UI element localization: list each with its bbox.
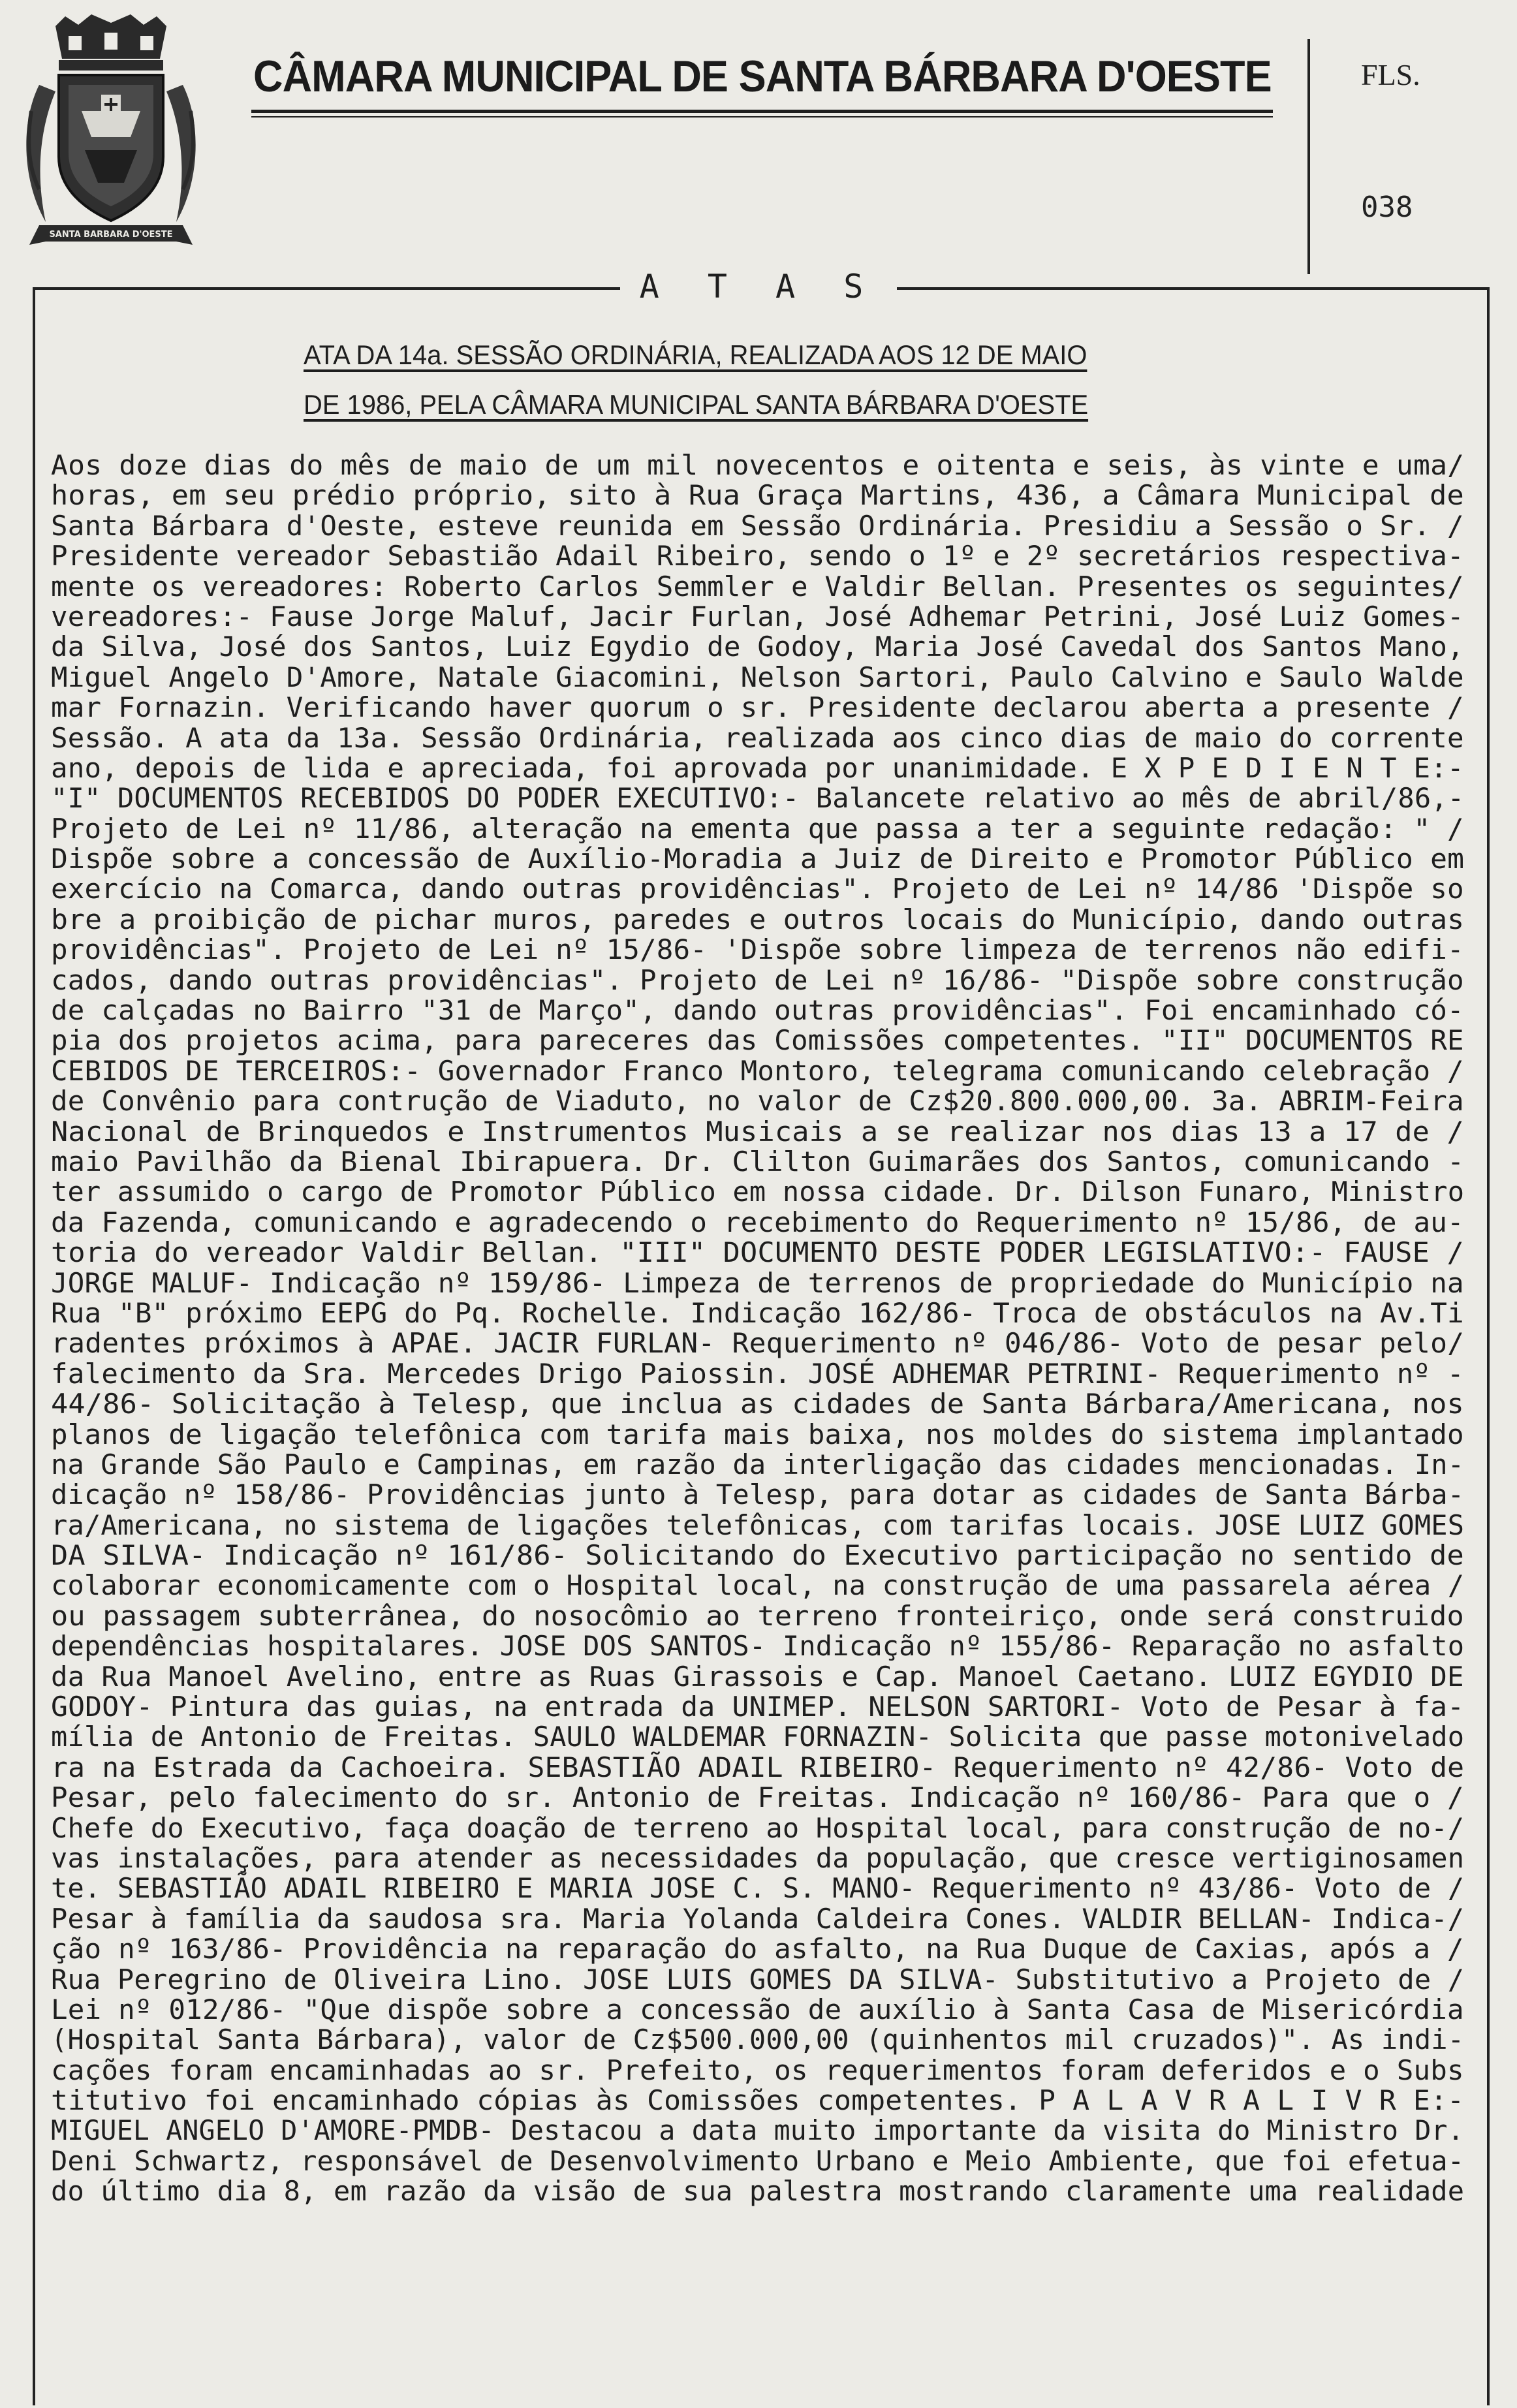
text-line: bre a proibição de pichar muros, paredes e outros locais do Município, dando outras — [51, 903, 1465, 935]
text-line: JORGE MALUF- Indicação nº 159/86- Limpeza de terrenos de propriedade do Município na — [51, 1266, 1464, 1299]
text-line: dependências hospitalares. JOSE DOS SANTOS- Indicação nº 155/86- Reparação no asfalto — [51, 1630, 1465, 1663]
text-line: mília de Antonio de Freitas. SAULO WALDEMAR FORNAZIN- Solicita que passe motonivelado — [51, 1721, 1465, 1753]
text-line: CEBIDOS DE TERCEIROS:- Governador Franco Montoro, telegrama comunicando celebração / — [51, 1054, 1464, 1087]
text-line: da Rua Manoel Avelino, entre as Ruas Girassois e Cap. Manoel Caetano. LUIZ EGYDIO DE — [51, 1660, 1464, 1693]
text-line: pia dos projetos acima, para pareceres das Comissões competentes. "II" DOCUMENTOS RE — [51, 1024, 1464, 1057]
text-line: providências". Projeto de Lei nº 15/86- 'Dispõe sobre limpeza de terrenos não edifi- — [51, 933, 1464, 966]
text-line: mente os vereadores: Roberto Carlos Semmler e Valdir Bellan. Presentes os seguintes/ — [51, 570, 1464, 602]
text-line: MIGUEL ANGELO D'AMORE-PMDB- Destacou a data muito importante da visita do Ministro Dr. — [51, 2114, 1464, 2147]
text-line: DA SILVA- Indicação nº 161/86- Solicitando do Executivo participação no sentido de — [51, 1539, 1464, 1572]
text-line: da Fazenda, comunicando e agradecendo o recebimento do Requerimento nº 15/86, de au- — [51, 1206, 1464, 1238]
text-line: planos de ligação telefônica com tarifa mais baixa, nos moldes do sistema implantado — [51, 1418, 1464, 1450]
fls-label: FLS. — [1361, 58, 1420, 91]
text-line: Lei nº 012/86- "Que dispõe sobre a concessão de auxílio à Santa Casa de Misericórdia — [51, 1993, 1464, 2025]
text-line: Rua Peregrino de Oliveira Lino. JOSE LUIS GOMES DA SILVA- Substitutivo a Projeto de / — [51, 1963, 1465, 1995]
text-line: Aos doze dias do mês de maio de um mil novecentos e oitenta e seis, às vinte e uma/ — [51, 449, 1465, 481]
text-line: ra/Americana, no sistema de ligações telefônicas, com tarifas locais. JOSE LUIZ GOMES — [51, 1509, 1465, 1541]
text-line: Nacional de Brinquedos e Instrumentos Musicais a se realizar nos dias 13 a 17 de / — [51, 1115, 1464, 1148]
text-line: Pesar à família da saudosa sra. Maria Yolanda Caldeira Cones. VALDIR BELLAN- Indica-/ — [51, 1902, 1465, 1935]
text-line: Pesar, pelo falecimento do sr. Antonio de Freitas. Indicação nº 160/86- Para que o / — [51, 1781, 1464, 1814]
text-line: 44/86- Solicitação à Telesp, que inclua as cidades de Santa Bárbara/Americana, nos — [51, 1388, 1464, 1420]
text-line: Santa Bárbara d'Oeste, esteve reunida em Sessão Ordinária. Presidiu a Sessão o Sr. / — [51, 509, 1464, 542]
text-line: ra na Estrada da Cachoeira. SEBASTIÃO ADAIL RIBEIRO- Requerimento nº 42/86- Voto de — [51, 1751, 1465, 1783]
text-line: vas instalações, para atender as necessidades da população, que cresce vertiginosamen — [51, 1841, 1465, 1874]
session-heading — [304, 339, 1217, 420]
text-line: Miguel Angelo D'Amore, Natale Giacomini, Nelson Sartori, Paulo Calvino e Saulo Walde — [51, 661, 1464, 693]
text-line: Sessão. A ata da 13a. Sessão Ordinária, realizada aos cinco dias de maio do corrente — [51, 721, 1464, 754]
text-line: na Grande São Paulo e Campinas, em razão da interligação das cidades mencionadas. In- — [51, 1448, 1465, 1480]
text-line: de calçadas no Bairro "31 de Março", dando outras providências". Foi encaminhado có- — [51, 994, 1464, 1027]
text-line: ter assumido o cargo de Promotor Público em nossa cidade. Dr. Dilson Funaro, Ministro — [51, 1176, 1465, 1208]
text-line: de Convênio para contrução de Viaduto, no valor de Cz$20.800.000,00. 3a. ABRIM-Feira — [51, 1085, 1464, 1118]
text-line: radentes próximos à APAE. JACIR FURLAN- Requerimento nº 046/86- Voto de pesar pelo/ — [51, 1327, 1465, 1360]
text-line: maio Pavilhão da Bienal Ibirapuera. Dr. Clilton Guimarães dos Santos, comunicando - — [51, 1145, 1465, 1178]
text-line: "I" DOCUMENTOS RECEBIDOS DO PODER EXECUTIVO:- Balancete relativo ao mês de abril/86,- — [51, 782, 1465, 815]
municipal-coat-of-arms-icon — [20, 13, 202, 264]
text-line: cados, dando outras providências". Projeto de Lei nº 16/86- "Dispõe sobre construção — [51, 963, 1464, 996]
text-line: dicação nº 158/86- Providências junto à Telesp, para dotar as cidades de Santa Bárba- — [51, 1478, 1465, 1511]
text-line: Rua "B" próximo EEPG do Pq. Rochelle. Indicação 162/86- Troca de obstáculos na Av.Ti — [51, 1296, 1464, 1329]
text-line: GODOY- Pintura das guias, na entrada da UNIMEP. NELSON SARTORI- Voto de Pesar à fa- — [51, 1691, 1465, 1723]
text-line: ano, depois de lida e apreciada, foi aprovada por unanimidade. E X P E D I E N T E:- — [51, 751, 1464, 784]
text-line: exercício na Comarca, dando outras providências". Projeto de Lei nº 14/86 'Dispõe so — [51, 873, 1464, 905]
text-line: cações foram encaminhadas ao sr. Prefeito, os requerimentos foram deferidos e o Subs — [51, 2054, 1464, 2086]
title-underline-thin — [251, 116, 1273, 117]
text-line: ou passagem subterrânea, do nosocômio ao terreno fronteiriço, onde será construido — [51, 1599, 1464, 1632]
text-line: Projeto de Lei nº 11/86, alteração na ementa que passa a ter a seguinte redação: " / — [51, 812, 1464, 845]
text-line: ção nº 163/86- Providência na reparação do asfalto, na Rua Duque de Caxias, após a / — [51, 1933, 1464, 1965]
text-line: Presidente vereador Sebastião Adail Ribeiro, sendo o 1º e 2º secretários respectiva- — [51, 540, 1464, 572]
text-line: vereadores:- Fause Jorge Maluf, Jacir Furlan, José Adhemar Petrini, José Luiz Gomes- — [51, 600, 1464, 633]
org-title: CÂMARA MUNICIPAL DE SANTA BÁRBARA D'OESTE — [253, 52, 1272, 101]
section-title-wrap — [0, 268, 1517, 305]
text-line: te. SEBASTIÃO ADAIL RIBEIRO E MARIA JOSE C. S. MANO- Requerimento nº 43/86- Voto de / — [51, 1872, 1465, 1905]
text-line: da Silva, José dos Santos, Luiz Egydio de Godoy, Maria José Cavedal dos Santos Mano, — [51, 631, 1464, 663]
session-heading-line2: DE 1986, PELA CÂMARA MUNICIPAL SANTA BÁRBARA D'OESTE — [304, 389, 1089, 420]
text-line: titutivo foi encaminhado cópias às Comissões competentes. P A L A V R A L I V R E:- — [51, 2084, 1465, 2117]
text-line: do último dia 8, em razão da visão de sua palestra mostrando claramente uma realidade — [51, 2175, 1465, 2208]
text-line: (Hospital Santa Bárbara), valor de Cz$500.000,00 (quinhentos mil cruzados)". As indi- — [51, 2024, 1465, 2056]
text-line: horas, em seu prédio próprio, sito à Rua Graça Martins, 436, a Câmara Municipal de — [51, 479, 1464, 512]
text-line: mar Fornazin. Verificando haver quorum o sr. Presidente declarou aberta a presente / — [51, 691, 1464, 724]
page-number: 038 — [1361, 191, 1413, 224]
session-heading-line1: ATA DA 14a. SESSÃO ORDINÁRIA, REALIZADA AOS 12 DE MAIO — [304, 339, 1087, 370]
title-underline — [251, 110, 1273, 113]
text-line: colaborar economicamente com o Hospital local, na construção de uma passarela aérea / — [51, 1569, 1465, 1602]
crest-motto: SANTA BARBARA D'OESTE — [49, 230, 173, 240]
header-divider — [1307, 39, 1310, 274]
section-title: A T A S — [620, 268, 898, 305]
text-line: Chefe do Executivo, faça doação de terreno ao Hospital local, para construção de no-/ — [51, 1811, 1465, 1844]
minutes-body — [51, 450, 1467, 2207]
text-line: falecimento da Sra. Mercedes Drigo Paiossin. JOSÉ ADHEMAR PETRINI- Requerimento nº - — [51, 1357, 1464, 1390]
text-line: Deni Schwartz, responsável de Desenvolvimento Urbano e Meio Ambiente, que foi efetua- — [51, 2144, 1465, 2177]
text-line: Dispõe sobre a concessão de Auxílio-Moradia a Juiz de Direito e Promotor Público em — [51, 843, 1465, 875]
text-line: toria do vereador Valdir Bellan. "III" DOCUMENTO DESTE PODER LEGISLATIVO:- FAUSE / — [51, 1236, 1464, 1269]
